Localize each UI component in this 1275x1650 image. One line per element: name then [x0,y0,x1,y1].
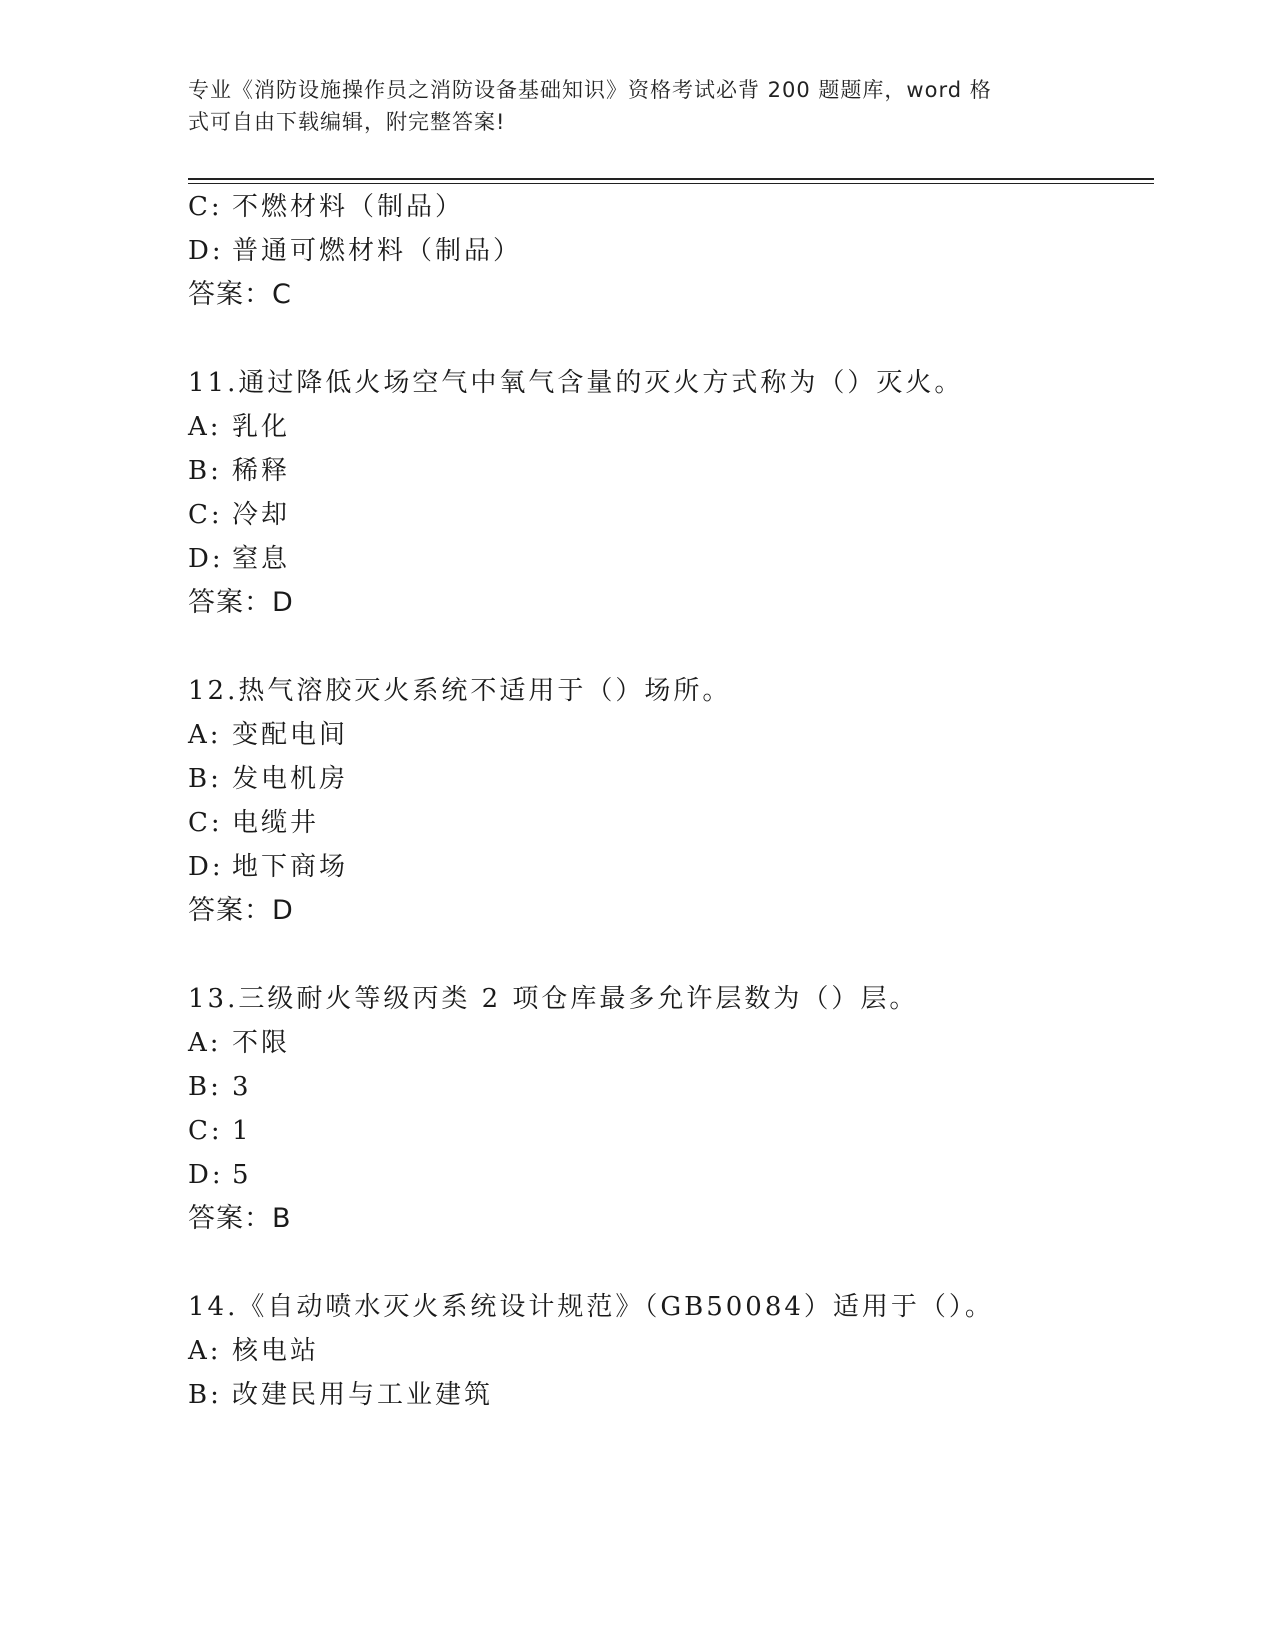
option-letter: D: [188,544,224,574]
q10-option-c [188,190,464,224]
option-letter: B: [188,456,222,486]
q11-option-a [188,410,290,444]
option-letter: C: [188,192,223,222]
q10-answer: 答案：C [188,279,292,310]
option-text: 改建民用与工业建筑 [232,1380,494,1410]
q12-option-c [188,806,319,840]
option-text: 不燃材料（制品） [232,192,465,222]
option-letter: C: [188,808,223,838]
q14-option-b [188,1378,493,1412]
option-text: 3 [232,1072,252,1102]
option-letter: D: [188,1160,224,1190]
option-text: 稀释 [232,456,291,486]
option-letter: D: [188,236,224,266]
option-letter: B: [188,764,222,794]
option-text: 变配电间 [232,720,349,750]
option-letter: A: [188,720,222,750]
q12-option-d [188,850,348,884]
q11-option-b [188,454,290,488]
option-text: 普通可燃材料（制品） [232,236,523,266]
q11-option-c [188,498,290,532]
option-text: 5 [232,1160,252,1190]
option-letter: D: [188,852,224,882]
q13-option-d [188,1158,252,1192]
option-text: 核电站 [232,1336,320,1366]
option-letter: A: [188,1336,222,1366]
document-header [188,74,1088,138]
option-text: 冷却 [232,500,291,530]
q14-stem: 14.《自动喷水灭火系统设计规范》（GB50084）适用于（）。 [188,1292,994,1322]
header-line-2: 式可自由下载编辑，附完整答案! [188,110,506,134]
option-text: 发电机房 [232,764,349,794]
option-text: 不限 [232,1028,291,1058]
option-text: 电缆井 [232,808,320,838]
header-line-1: 专业《消防设施操作员之消防设备基础知识》资格考试必背 200 题题库，word 格 [188,78,992,102]
q12-answer: 答案：D [188,895,294,926]
q10-option-d [188,234,522,268]
header-divider-thin [188,183,1154,184]
q13-stem: 13.三级耐火等级丙类 2 项仓库最多允许层数为（）层。 [188,984,919,1014]
q14-option-a [188,1334,319,1368]
q12-option-a [188,718,348,752]
option-text: 窒息 [232,544,291,574]
option-text: 地下商场 [232,852,349,882]
q11-option-d [188,542,290,576]
q13-option-a [188,1026,290,1060]
q12-stem: 12.热气溶胶灭火系统不适用于（）场所。 [188,676,732,706]
option-letter: C: [188,1116,223,1146]
option-letter: A: [188,412,222,442]
option-letter: C: [188,500,223,530]
option-text: 乳化 [232,412,291,442]
q13-option-c [188,1114,252,1148]
q11-stem: 11.通过降低火场空气中氧气含量的灭火方式称为（）灭火。 [188,368,964,398]
q12-option-b [188,762,348,796]
option-letter: A: [188,1028,222,1058]
option-letter: B: [188,1072,222,1102]
header-divider-thick [188,178,1154,180]
q13-answer: 答案：B [188,1203,292,1234]
option-letter: B: [188,1380,222,1410]
q11-answer: 答案：D [188,587,294,618]
option-text: 1 [232,1116,252,1146]
q13-option-b [188,1070,252,1104]
